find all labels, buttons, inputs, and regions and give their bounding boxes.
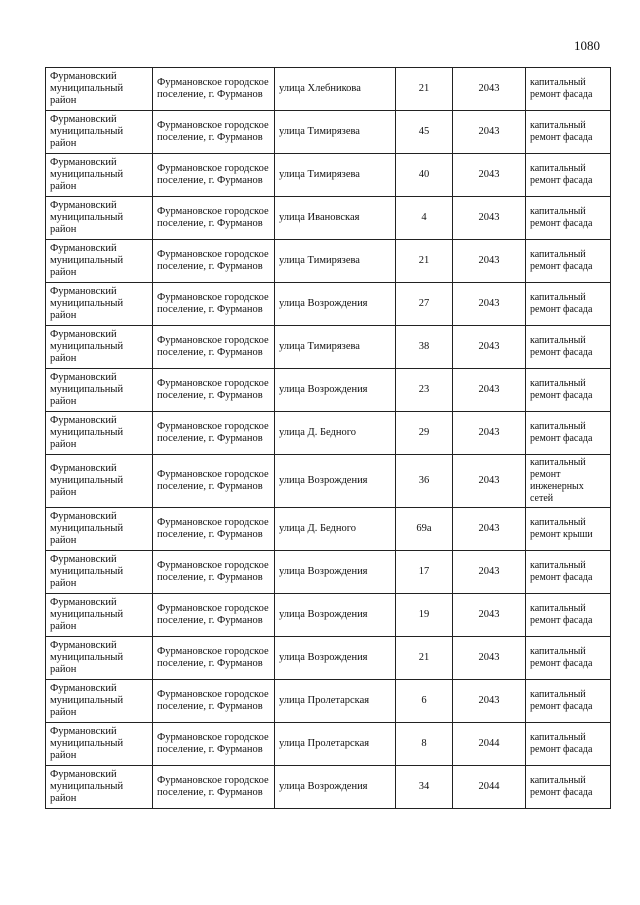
year-cell: 2044 xyxy=(453,766,526,809)
street-cell: улица Возрождения xyxy=(275,455,396,508)
district-cell: Фурмановский муниципальный район xyxy=(46,766,153,809)
street-cell: улица Возрождения xyxy=(275,283,396,326)
table-row xyxy=(46,455,611,508)
work-type-cell: капитальный ремонт фасада xyxy=(526,594,611,637)
table-row xyxy=(46,369,611,412)
year-cell: 2043 xyxy=(453,326,526,369)
work-type-cell: капитальный ремонт фасада xyxy=(526,240,611,283)
table-row xyxy=(46,723,611,766)
work-type-cell: капитальный ремонт фасада xyxy=(526,680,611,723)
house-number-cell: 69а xyxy=(396,508,453,551)
table-body xyxy=(46,68,611,809)
settlement-cell: Фурмановское городское поселение, г. Фурманов xyxy=(153,723,275,766)
settlement-cell: Фурмановское городское поселение, г. Фурманов xyxy=(153,680,275,723)
district-cell: Фурмановский муниципальный район xyxy=(46,455,153,508)
street-cell: улица Возрождения xyxy=(275,766,396,809)
street-cell: улица Возрождения xyxy=(275,637,396,680)
year-cell: 2043 xyxy=(453,68,526,111)
year-cell: 2043 xyxy=(453,154,526,197)
year-cell: 2043 xyxy=(453,111,526,154)
year-cell: 2043 xyxy=(453,240,526,283)
district-cell: Фурмановский муниципальный район xyxy=(46,111,153,154)
district-cell: Фурмановский муниципальный район xyxy=(46,680,153,723)
settlement-cell: Фурмановское городское поселение, г. Фурманов xyxy=(153,455,275,508)
settlement-cell: Фурмановское городское поселение, г. Фурманов xyxy=(153,326,275,369)
work-type-cell: капитальный ремонт инженерных сетей xyxy=(526,455,611,508)
work-type-cell: капитальный ремонт фасада xyxy=(526,412,611,455)
house-number-cell: 29 xyxy=(396,412,453,455)
year-cell: 2043 xyxy=(453,197,526,240)
house-number-cell: 45 xyxy=(396,111,453,154)
street-cell: улица Пролетарская xyxy=(275,680,396,723)
work-type-cell: капитальный ремонт крыши xyxy=(526,508,611,551)
district-cell: Фурмановский муниципальный район xyxy=(46,637,153,680)
table-row xyxy=(46,412,611,455)
street-cell: улица Возрождения xyxy=(275,551,396,594)
year-cell: 2043 xyxy=(453,551,526,594)
house-number-cell: 36 xyxy=(396,455,453,508)
table-row xyxy=(46,283,611,326)
settlement-cell: Фурмановское городское поселение, г. Фурманов xyxy=(153,594,275,637)
work-type-cell: капитальный ремонт фасада xyxy=(526,766,611,809)
settlement-cell: Фурмановское городское поселение, г. Фурманов xyxy=(153,766,275,809)
street-cell: улица Тимирязева xyxy=(275,240,396,283)
district-cell: Фурмановский муниципальный район xyxy=(46,326,153,369)
house-number-cell: 38 xyxy=(396,326,453,369)
street-cell: улица Пролетарская xyxy=(275,723,396,766)
street-cell: улица Ивановская xyxy=(275,197,396,240)
street-cell: улица Возрождения xyxy=(275,369,396,412)
year-cell: 2043 xyxy=(453,455,526,508)
house-number-cell: 8 xyxy=(396,723,453,766)
table-row xyxy=(46,680,611,723)
settlement-cell: Фурмановское городское поселение, г. Фурманов xyxy=(153,111,275,154)
table-row xyxy=(46,111,611,154)
year-cell: 2043 xyxy=(453,412,526,455)
year-cell: 2043 xyxy=(453,369,526,412)
year-cell: 2043 xyxy=(453,680,526,723)
year-cell: 2043 xyxy=(453,508,526,551)
district-cell: Фурмановский муниципальный район xyxy=(46,412,153,455)
street-cell: улица Тимирязева xyxy=(275,154,396,197)
work-type-cell: капитальный ремонт фасада xyxy=(526,197,611,240)
table-row xyxy=(46,637,611,680)
work-type-cell: капитальный ремонт фасада xyxy=(526,723,611,766)
street-cell: улица Тимирязева xyxy=(275,111,396,154)
table-row xyxy=(46,326,611,369)
work-type-cell: капитальный ремонт фасада xyxy=(526,637,611,680)
year-cell: 2043 xyxy=(453,637,526,680)
district-cell: Фурмановский муниципальный район xyxy=(46,283,153,326)
settlement-cell: Фурмановское городское поселение, г. Фурманов xyxy=(153,68,275,111)
district-cell: Фурмановский муниципальный район xyxy=(46,240,153,283)
year-cell: 2043 xyxy=(453,594,526,637)
district-cell: Фурмановский муниципальный район xyxy=(46,551,153,594)
work-type-cell: капитальный ремонт фасада xyxy=(526,154,611,197)
street-cell: улица Тимирязева xyxy=(275,326,396,369)
registry-table xyxy=(45,67,611,809)
house-number-cell: 21 xyxy=(396,68,453,111)
district-cell: Фурмановский муниципальный район xyxy=(46,508,153,551)
district-cell: Фурмановский муниципальный район xyxy=(46,369,153,412)
district-cell: Фурмановский муниципальный район xyxy=(46,594,153,637)
table-row xyxy=(46,551,611,594)
table-row xyxy=(46,240,611,283)
house-number-cell: 34 xyxy=(396,766,453,809)
settlement-cell: Фурмановское городское поселение, г. Фурманов xyxy=(153,412,275,455)
street-cell: улица Хлебникова xyxy=(275,68,396,111)
settlement-cell: Фурмановское городское поселение, г. Фурманов xyxy=(153,508,275,551)
settlement-cell: Фурмановское городское поселение, г. Фурманов xyxy=(153,551,275,594)
district-cell: Фурмановский муниципальный район xyxy=(46,723,153,766)
house-number-cell: 40 xyxy=(396,154,453,197)
year-cell: 2043 xyxy=(453,283,526,326)
table-row xyxy=(46,766,611,809)
district-cell: Фурмановский муниципальный район xyxy=(46,68,153,111)
year-cell: 2044 xyxy=(453,723,526,766)
house-number-cell: 21 xyxy=(396,240,453,283)
house-number-cell: 19 xyxy=(396,594,453,637)
table-row xyxy=(46,197,611,240)
settlement-cell: Фурмановское городское поселение, г. Фурманов xyxy=(153,637,275,680)
settlement-cell: Фурмановское городское поселение, г. Фурманов xyxy=(153,154,275,197)
house-number-cell: 4 xyxy=(396,197,453,240)
work-type-cell: капитальный ремонт фасада xyxy=(526,326,611,369)
house-number-cell: 27 xyxy=(396,283,453,326)
district-cell: Фурмановский муниципальный район xyxy=(46,154,153,197)
street-cell: улица Д. Бедного xyxy=(275,508,396,551)
street-cell: улица Д. Бедного xyxy=(275,412,396,455)
table-row xyxy=(46,68,611,111)
settlement-cell: Фурмановское городское поселение, г. Фурманов xyxy=(153,283,275,326)
table-row xyxy=(46,508,611,551)
work-type-cell: капитальный ремонт фасада xyxy=(526,283,611,326)
street-cell: улица Возрождения xyxy=(275,594,396,637)
settlement-cell: Фурмановское городское поселение, г. Фурманов xyxy=(153,240,275,283)
work-type-cell: капитальный ремонт фасада xyxy=(526,68,611,111)
house-number-cell: 17 xyxy=(396,551,453,594)
work-type-cell: капитальный ремонт фасада xyxy=(526,369,611,412)
work-type-cell: капитальный ремонт фасада xyxy=(526,111,611,154)
settlement-cell: Фурмановское городское поселение, г. Фурманов xyxy=(153,197,275,240)
settlement-cell: Фурмановское городское поселение, г. Фурманов xyxy=(153,369,275,412)
house-number-cell: 21 xyxy=(396,637,453,680)
table-row xyxy=(46,594,611,637)
work-type-cell: капитальный ремонт фасада xyxy=(526,551,611,594)
table-row xyxy=(46,154,611,197)
house-number-cell: 23 xyxy=(396,369,453,412)
district-cell: Фурмановский муниципальный район xyxy=(46,197,153,240)
house-number-cell: 6 xyxy=(396,680,453,723)
page-number: 1080 xyxy=(574,38,600,53)
